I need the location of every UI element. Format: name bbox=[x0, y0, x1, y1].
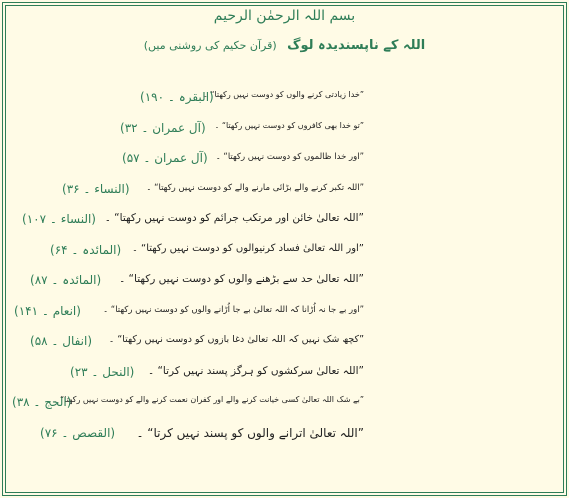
verse-quote: ”خدا زیادتی کرنے والوں کو دوست نہیں رکھتا“ ۔ bbox=[203, 90, 364, 99]
bismillah-heading: بسم اللہ الرحمٰن الرحیم bbox=[213, 8, 356, 24]
verse-quote: ”اور اللہ تعالیٰ فساد کرنیوالوں کو دوست نہیں رکھتا“ ۔ bbox=[131, 242, 364, 254]
verse-row bbox=[0, 178, 569, 209]
verse-reference: (النساء ۔ ۳۶) bbox=[62, 181, 130, 196]
verse-reference: (المائدہ ۔ ۶۴) bbox=[50, 242, 122, 257]
verse-row bbox=[0, 208, 569, 239]
title-text: اللہ کے ناپسندیدہ لوگ bbox=[287, 38, 426, 53]
verse-row bbox=[0, 117, 569, 148]
verse-row bbox=[0, 269, 569, 300]
verse-list bbox=[0, 86, 569, 452]
verse-reference: (البقرہ ۔ ۱۹۰) bbox=[140, 90, 214, 104]
verse-quote: ”اللہ تعالیٰ خائن اور مرتکب جرائم کو دوست نہیں رکھتا“ ۔ bbox=[104, 212, 364, 224]
verse-row bbox=[0, 239, 569, 270]
verse-quote: ”اور خدا ظالموں کو دوست نہیں رکھتا“ ۔ bbox=[215, 152, 364, 162]
verse-quote: ”اللہ تعالیٰ حد سے بڑھنے والوں کو دوست نہیں رکھتا“ ۔ bbox=[119, 273, 364, 285]
verse-quote: ”اللہ تعالیٰ سرکشوں کو ہرگز پسند نہیں کرتا“ ۔ bbox=[148, 364, 364, 377]
verse-reference: (النحل ۔ ۲۳) bbox=[70, 364, 135, 379]
verse-row bbox=[0, 147, 569, 178]
page-title bbox=[0, 38, 569, 53]
verse-row bbox=[0, 422, 569, 453]
verse-reference: (الحج ۔ ۳۸) bbox=[12, 395, 72, 409]
verse-reference: (انعام ۔ ۱۴۱) bbox=[14, 303, 81, 318]
verse-quote: ”اللہ تکبر کرنے والے بڑائی مارنے والے کو دوست نہیں رکھتا“ ۔ bbox=[146, 182, 364, 193]
verse-reference: (انفال ۔ ۵۸) bbox=[30, 334, 93, 348]
verse-quote: ”اللہ تعالیٰ اترانے والوں کو پسند نہیں کرتا“ ۔ bbox=[136, 425, 364, 440]
verse-reference: (النساء ۔ ۱۰۷) bbox=[22, 212, 96, 226]
verse-quote: ”اور بے جا نہ اُڑانا کہ اللہ تعالیٰ بے جا اُڑانے والوں کو دوست نہیں رکھتا“ ۔ bbox=[103, 304, 364, 315]
verse-row bbox=[0, 391, 569, 422]
verse-reference: (المائدہ ۔ ۸۷) bbox=[30, 273, 102, 287]
title-subtitle: (قرآن حکیم کی روشنی میں) bbox=[143, 39, 277, 52]
verse-row bbox=[0, 330, 569, 361]
verse-reference: (آل عمران ۔ ۳۲) bbox=[120, 120, 206, 135]
verse-quote: ”تو خدا بھی کافروں کو دوست نہیں رکھتا“ ۔ bbox=[214, 120, 364, 130]
verse-reference: (آل عمران ۔ ۵۷) bbox=[122, 151, 208, 165]
verse-quote: ”بے شک اللہ تعالیٰ کسی خیانت کرنے والے اور کفران نعمت کرنے والے کو دوست نہیں رکھتا“ ۔ bbox=[52, 395, 364, 404]
verse-row bbox=[0, 361, 569, 392]
verse-row bbox=[0, 86, 569, 117]
verse-quote: ”کچھ شک نہیں کہ اللہ تعالیٰ دغا بازوں کو دوست نہیں رکھتا“ ۔ bbox=[108, 334, 364, 345]
verse-row bbox=[0, 300, 569, 331]
verse-reference: (القصص ۔ ۷۶) bbox=[40, 425, 116, 440]
